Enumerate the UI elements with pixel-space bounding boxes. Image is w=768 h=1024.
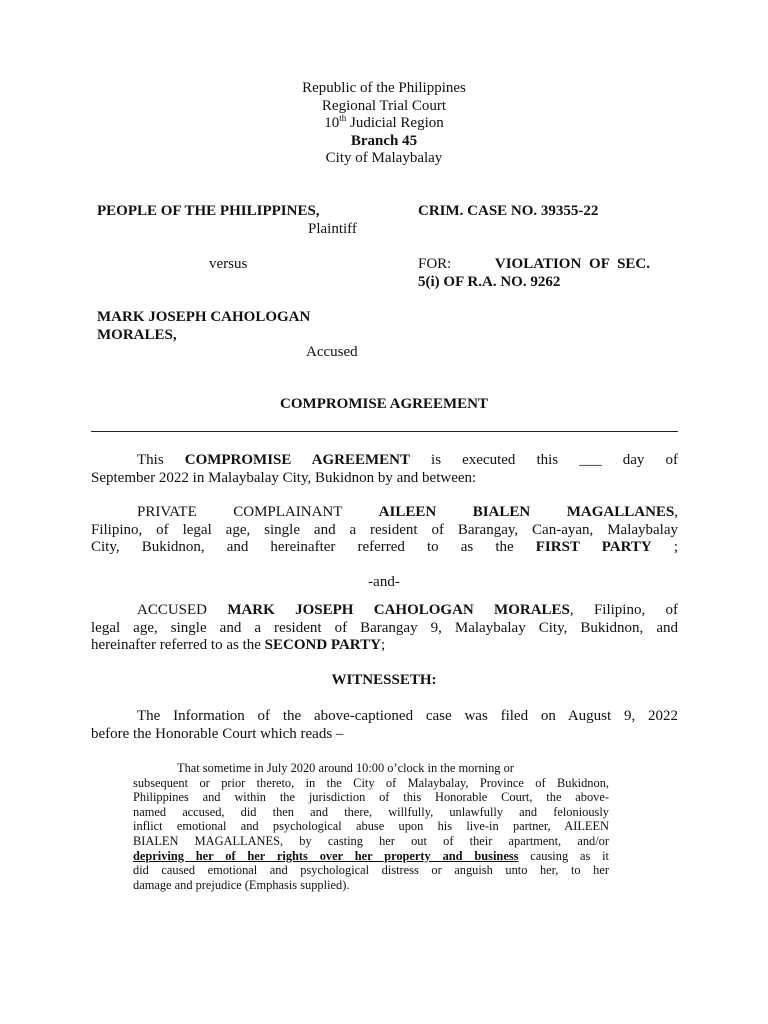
accused-name-line2: MORALES, xyxy=(97,327,177,343)
quote-line8: did caused emotional and psychological distress or anguish unto her, to her xyxy=(133,863,609,878)
offense-line2: 5(i) OF R.A. NO. 9262 xyxy=(418,274,561,290)
offense-text-1: VIOLATION OF SEC. xyxy=(494,256,650,272)
header-city: City of Malaybalay xyxy=(325,150,443,166)
para3-line1: ACCUSED MARK JOSEPH CAHOLOGAN MORALES, Filipino, of xyxy=(137,602,678,618)
court-header xyxy=(0,80,768,168)
title-divider xyxy=(91,431,678,432)
quote-line5: inflict emotional and psychological abuse upon his live-in partner, AILEEN xyxy=(133,819,609,834)
header-court: Regional Trial Court xyxy=(321,97,447,114)
header-branch: Branch 45 xyxy=(350,132,418,149)
information-quote xyxy=(133,761,609,892)
accused-role: Accused xyxy=(306,344,358,360)
quote-line2: subsequent or prior thereto, in the City of Malaybalay, Province of Bukidnon, xyxy=(133,775,609,790)
for-label: FOR: xyxy=(418,256,452,272)
versus-label: versus xyxy=(209,256,248,272)
quote-line6: BIALEN MAGALLANES, by casting her out of their apartment, and/or xyxy=(133,833,609,848)
para3-line3: hereinafter referred to as the SECOND PARTY; xyxy=(91,637,386,653)
offense-line1 xyxy=(418,255,650,273)
para4-line1: The Information of the above-captioned case was filed on August 9, 2022 xyxy=(137,708,678,724)
and-separator: -and- xyxy=(368,574,400,590)
para2-line3: City, Bukidnon, and hereinafter referred to as the FIRST PARTY ; xyxy=(91,539,678,555)
emphasized-clause: depriving her of her rights over her property and business xyxy=(133,848,519,863)
para2-line2: Filipino, of legal age, single and a resident of Barangay, Can-ayan, Malaybalay xyxy=(91,521,678,538)
region-label: Judicial Region xyxy=(346,115,444,131)
paragraph-second-party xyxy=(91,602,678,655)
quote-line1: That sometime in July 2020 around 10:00 o’clock in the morning or xyxy=(177,761,514,775)
plaintiff-name: PEOPLE OF THE PHILIPPINES, xyxy=(97,203,320,219)
paragraph-information xyxy=(91,708,678,743)
document-title: COMPROMISE AGREEMENT xyxy=(280,396,488,412)
witnesseth-heading: WITNESSETH: xyxy=(331,672,437,688)
region-suffix: th xyxy=(339,113,347,123)
quote-line7: depriving her of her rights over her property and business causing as it xyxy=(133,848,609,863)
para1-line1: This COMPROMISE AGREEMENT is executed this ___ day of xyxy=(137,452,678,468)
agreement-term: COMPROMISE AGREEMENT xyxy=(184,452,410,468)
accused-name-inline: MARK JOSEPH CAHOLOGAN MORALES xyxy=(227,602,570,618)
quote-line4: named accused, did then and there, willfully, unlawfully and feloniously xyxy=(133,804,609,819)
para1-line2: September 2022 in Malaybalay City, Bukidnon by and between: xyxy=(91,469,477,486)
quote-line9: damage and prejudice (Emphasis supplied). xyxy=(133,877,350,892)
header-republic: Republic of the Philippines xyxy=(302,80,466,96)
para4-line2: before the Honorable Court which reads – xyxy=(91,725,344,742)
quote-line3: Philippines and within the jurisdiction of this Honorable Court, the above- xyxy=(133,790,609,805)
paragraph-first-party xyxy=(91,504,678,557)
accused-name-line1: MARK JOSEPH CAHOLOGAN xyxy=(97,309,311,325)
complainant-name: AILEEN BIALEN MAGALLANES xyxy=(378,504,675,520)
case-number: CRIM. CASE NO. 39355-22 xyxy=(418,203,599,219)
first-party-term: FIRST PARTY xyxy=(535,539,652,555)
para3-line2: legal age, single and a resident of Barangay 9, Malaybalay City, Bukidnon, and xyxy=(91,619,678,636)
paragraph-execution xyxy=(91,452,678,487)
para2-line1: PRIVATE COMPLAINANT AILEEN BIALEN MAGALLANES, xyxy=(137,504,678,520)
plaintiff-role: Plaintiff xyxy=(308,221,357,237)
region-number: 10 xyxy=(324,115,340,131)
header-region xyxy=(0,115,768,133)
second-party-term: SECOND PARTY xyxy=(264,637,381,653)
